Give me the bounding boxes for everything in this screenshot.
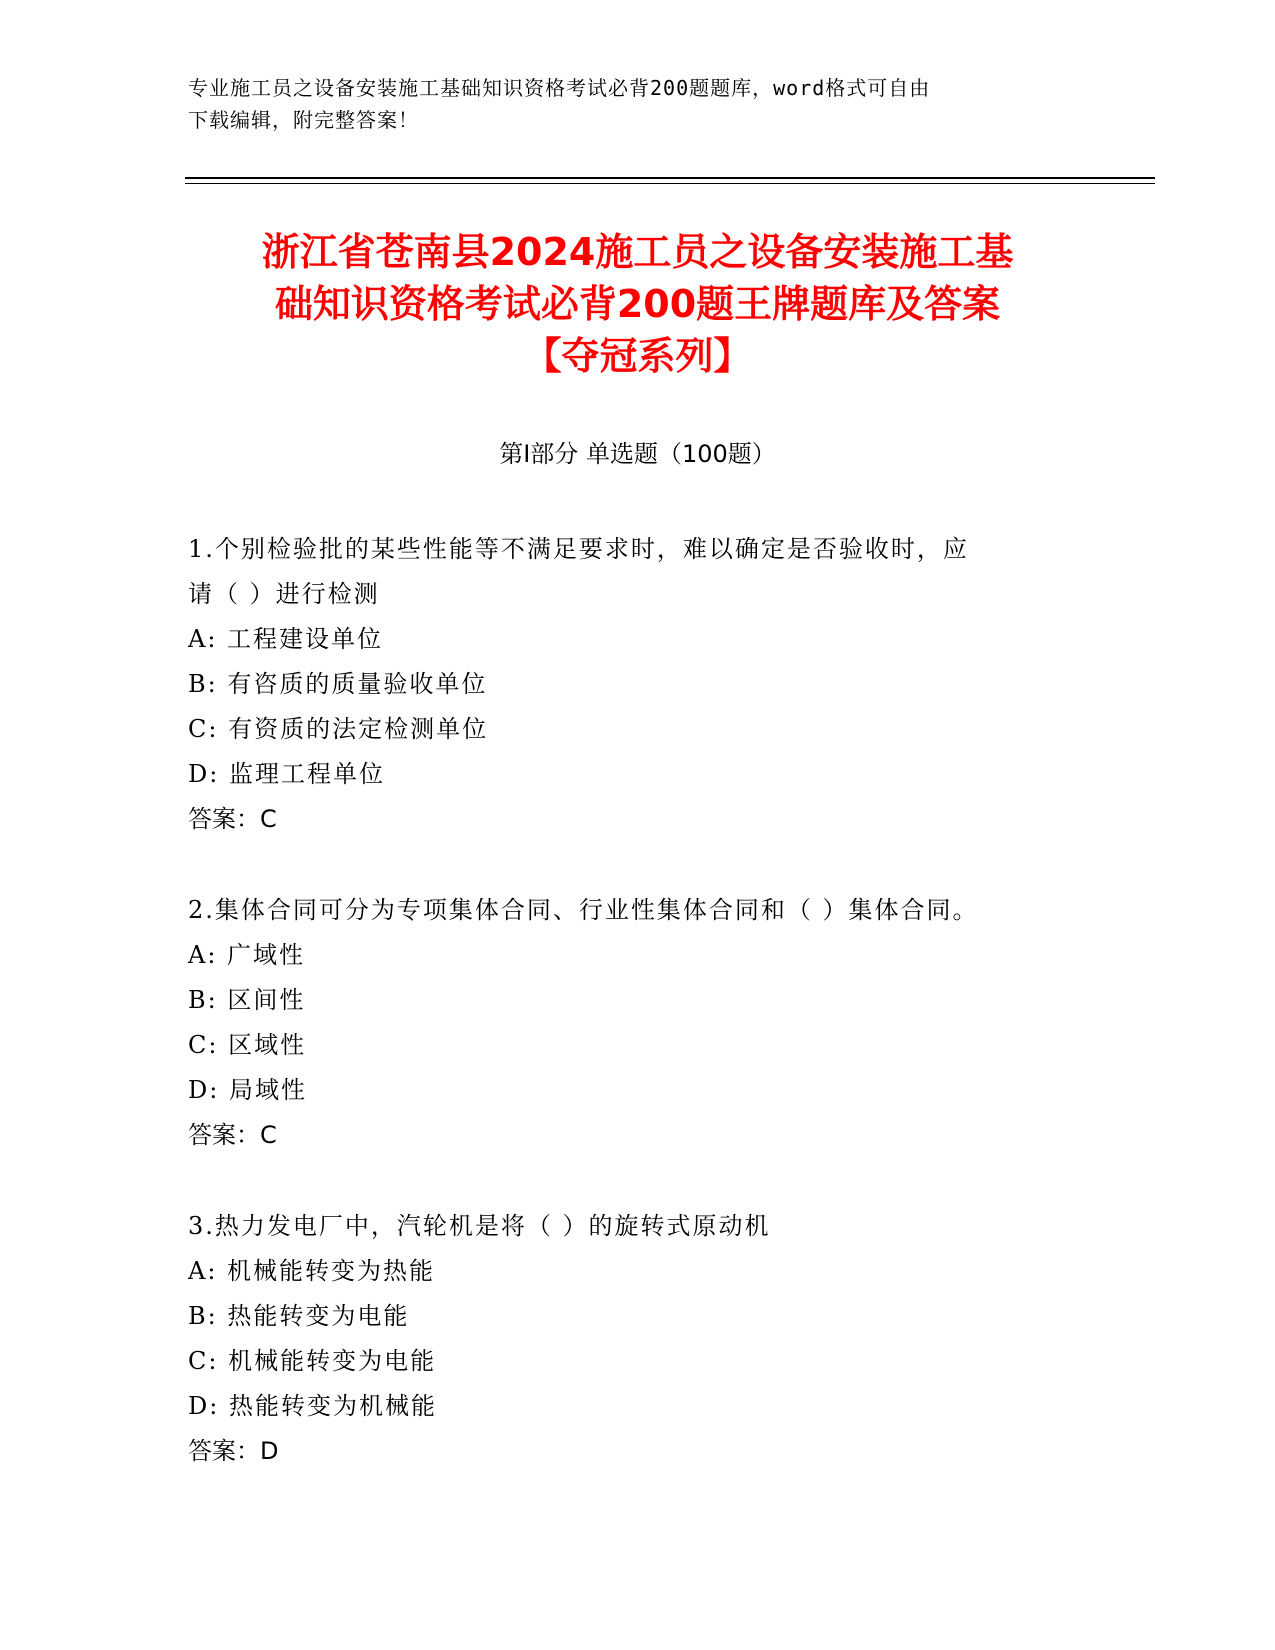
option-d: D: 监理工程单位 bbox=[188, 760, 385, 788]
option-d: D: 局域性 bbox=[188, 1076, 307, 1104]
question-3 bbox=[188, 1204, 1088, 1474]
option-d: D: 热能转变为机械能 bbox=[188, 1392, 437, 1420]
answer-line: 答案：C bbox=[188, 805, 277, 833]
header-note bbox=[188, 72, 1088, 136]
answer-line: 答案：D bbox=[188, 1437, 279, 1465]
header-divider-thick bbox=[185, 177, 1155, 179]
option-c: C: 有资质的法定检测单位 bbox=[188, 715, 489, 743]
option-b: B: 热能转变为电能 bbox=[188, 1302, 410, 1330]
question-1 bbox=[188, 527, 1088, 842]
option-c: C: 机械能转变为电能 bbox=[188, 1347, 437, 1375]
option-b: B: 有咨质的质量验收单位 bbox=[188, 670, 488, 698]
title-line-1: 浙江省苍南县2024施工员之设备安装施工基 bbox=[261, 230, 1014, 274]
question-stem: 1.个别检验批的某些性能等不满足要求时，难以确定是否验收时，应 bbox=[188, 535, 969, 563]
header-divider-thin bbox=[185, 183, 1155, 184]
question-2 bbox=[188, 888, 1088, 1158]
question-stem: 2.集体合同可分为专项集体合同、行业性集体合同和（ ）集体合同。 bbox=[188, 896, 979, 924]
option-a: A: 工程建设单位 bbox=[188, 625, 384, 653]
title-line-2: 础知识资格考试必背200题王牌题库及答案 bbox=[274, 282, 1001, 326]
question-stem-continued: 请（ ）进行检测 bbox=[188, 580, 380, 608]
answer-line: 答案：C bbox=[188, 1121, 277, 1149]
document-title bbox=[150, 226, 1125, 382]
option-c: C: 区域性 bbox=[188, 1031, 307, 1059]
header-note-line-1: 专业施工员之设备安装施工基础知识资格考试必背200题题库，word格式可自由 bbox=[188, 76, 931, 100]
option-b: B: 区间性 bbox=[188, 986, 306, 1014]
option-a: A: 机械能转变为热能 bbox=[188, 1257, 436, 1285]
option-a: A: 广域性 bbox=[188, 941, 306, 969]
title-line-3: 【夺冠系列】 bbox=[523, 334, 752, 378]
section-heading: 第Ⅰ部分 单选题（100题） bbox=[499, 440, 776, 468]
header-note-line-2: 下载编辑，附完整答案！ bbox=[188, 108, 419, 132]
question-stem: 3.热力发电厂中，汽轮机是将（ ）的旋转式原动机 bbox=[188, 1212, 771, 1240]
